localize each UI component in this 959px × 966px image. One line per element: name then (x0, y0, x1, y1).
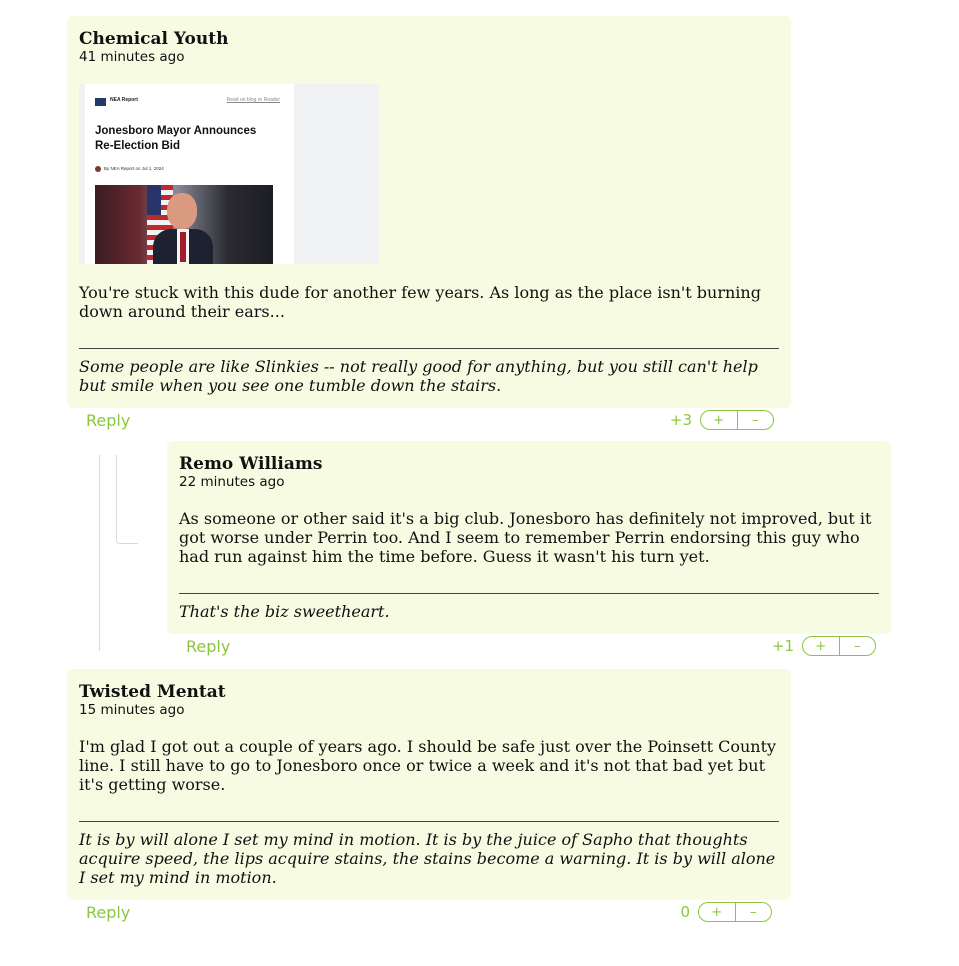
comment-body: You're stuck with this dude for another few years. As long as the place isn't burning down around their ears... (79, 283, 761, 321)
nea-logo-icon (95, 98, 106, 106)
reply-button[interactable]: Reply (186, 637, 231, 656)
article-preview-image[interactable] (79, 84, 379, 264)
comment-signature: That's the biz sweetheart. (179, 593, 879, 621)
downvote-button[interactable]: – (839, 637, 876, 655)
reply-comment-card (167, 441, 891, 634)
vote-buttons (698, 902, 772, 922)
article-page (85, 84, 294, 264)
article-byline: By NEA Report on Jul 1, 2024 (104, 166, 164, 171)
comment-author[interactable]: Twisted Mentat (79, 682, 226, 702)
comment-signature: It is by will alone I set my mind in motion. It is by the juice of Sapho that thoughts acquire speed, the lips acquire stains, the stains become a warning. It is by will alone I set my mind in motion. (79, 821, 779, 887)
comment-timestamp: 41 minutes ago (79, 49, 185, 65)
vote-score: 0 (680, 903, 690, 921)
flag-canton (147, 185, 161, 215)
comment-author[interactable]: Chemical Youth (79, 29, 229, 49)
vote-score: +3 (669, 411, 692, 429)
thread-elbow (116, 455, 138, 544)
comment-card (67, 669, 791, 900)
article-publisher: NEA Report (110, 97, 138, 103)
thread-line (99, 455, 100, 651)
person-tie (180, 232, 186, 262)
vote-buttons (700, 410, 774, 430)
article-headline: Jonesboro Mayor Announces Re-Election Bid (95, 125, 257, 152)
comment-timestamp: 22 minutes ago (179, 474, 285, 490)
comment-author[interactable]: Remo Williams (179, 454, 323, 474)
vote-score: +1 (771, 637, 794, 655)
vote-buttons (802, 636, 876, 656)
downvote-button[interactable]: – (735, 903, 772, 921)
comment-timestamp: 15 minutes ago (79, 702, 185, 718)
downvote-button[interactable]: – (737, 411, 774, 429)
upvote-button[interactable]: + (815, 638, 827, 654)
person-head (167, 193, 197, 229)
upvote-button[interactable]: + (713, 412, 725, 428)
upvote-button[interactable]: + (711, 904, 723, 920)
reply-button[interactable]: Reply (86, 411, 131, 430)
author-avatar (95, 166, 101, 172)
reply-button[interactable]: Reply (86, 903, 131, 922)
comment-card (67, 16, 791, 408)
comment-body: I'm glad I got out a couple of years ago. I should be safe just over the Poinsett County line. I still have to go to Jonesboro once or twice a week and it's not that bad yet but it's getting worse. (79, 737, 777, 794)
comment-body: As someone or other said it's a big club. Jonesboro has definitely not improved, but it got worse under Perrin too. And I seem to remember Perrin endorsing this guy who had run against him the time before. Guess it wasn't his turn yet. (179, 509, 872, 566)
comment-signature: Some people are like Slinkies -- not really good for anything, but you still can't help but smile when you see one tumble down the stairs. (79, 348, 779, 395)
article-links: Read on blog or Reader (226, 97, 280, 103)
article-photo (95, 185, 273, 264)
